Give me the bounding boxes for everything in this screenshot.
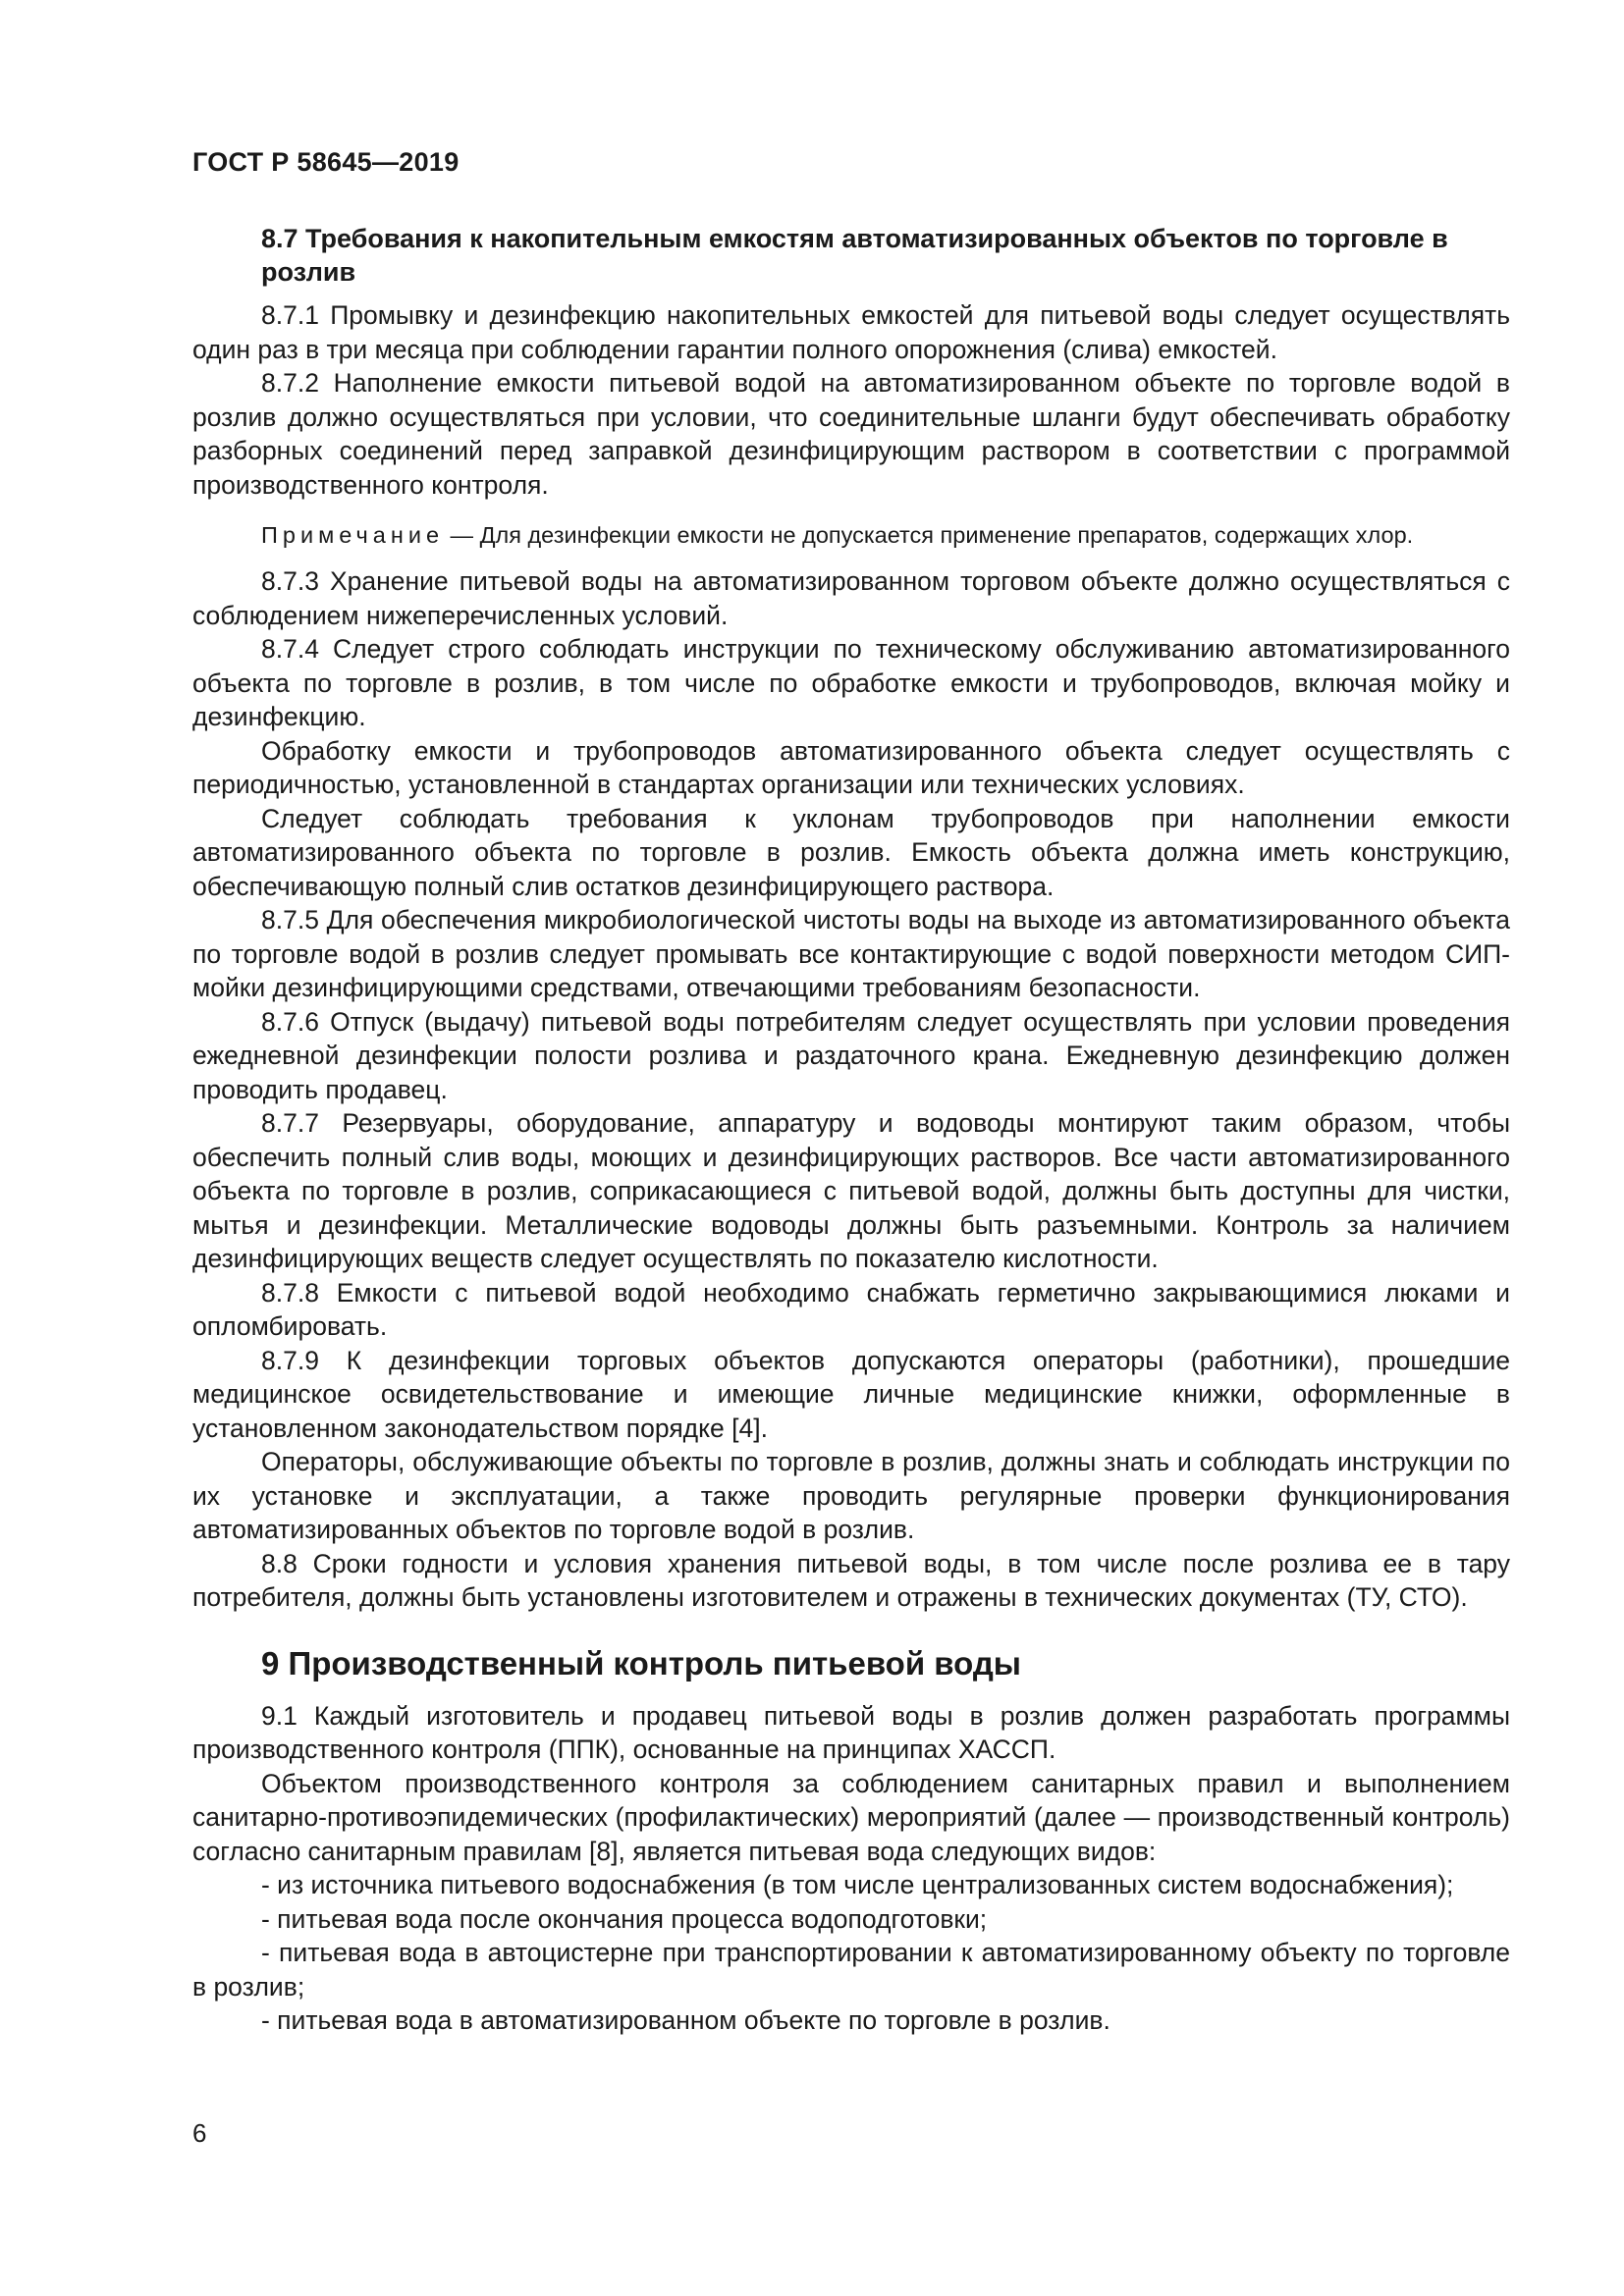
paragraph-8-7-4-processing: Обработку емкости и трубопроводов автоматизированного объекта следует осуществлять с периодичностью, установленной в стандартах организации или технических условиях. (192, 735, 1510, 799)
note-label: Примечание (261, 522, 445, 548)
paragraph-8-7-7: 8.7.7 Резервуары, оборудование, аппаратуру и водоводы монтируют таким образом, чтобы обеспечить полный слив воды, моющих и дезинфицирующих растворов. Все части автоматизированного объекта по торговле в розлив, соприкасающиеся с питьевой водой, должны быть доступны для чистки, мытья и дезинфекции. Металлические водоводы должны быть разъемными. Контроль за наличием дезинфицирующих веществ следует осуществлять по показателю кислотности. (192, 1108, 1510, 1273)
paragraph-8-7-9-operators: Операторы, обслуживающие объекты по торговле в розлив, должны знать и соблюдать инструкции по их установке и эксплуатации, а также проводить регулярные проверки функционирования автоматизированных объектов по торговле водой в розлив. (192, 1447, 1510, 1544)
note-text: — Для дезинфекции емкости не допускается применение препаратов, содержащих хлор. (444, 522, 1414, 548)
paragraph-9-1-object: Объектом производственного контроля за соблюдением санитарных правил и выполнением санитарно-противоэпидемических (профилактических) мероприятий (далее — производственный контроль) согласно санитарным правилам [8], является питьевая вода следующих видов: (192, 1768, 1510, 1866)
section-9-title: 9 Производственный контроль питьевой воды (261, 1644, 1021, 1682)
paragraph-8-7-9: 8.7.9 К дезинфекции торговых объектов допускаются операторы (работники), прошедшие медицинское освидетельствование и имеющие личные медицинские книжки, оформленные в установленном законодательством порядке [4]. (192, 1345, 1510, 1443)
section-8-7-title: 8.7 Требования к накопительным емкостям автоматизированных объектов по торговле в розлив (261, 224, 1448, 287)
paragraph-9-1: 9.1 Каждый изготовитель и продавец питьевой воды в розлив должен разработать программы производственного контроля (ППК), основанные на принципах ХАССП. (192, 1700, 1510, 1764)
list-item: - питьевая вода после окончания процесса водоподготовки; (261, 1903, 988, 1934)
list-item: - питьевая вода в автоцистерне при транспортировании к автоматизированному объекту по торговле в розлив; (192, 1938, 1510, 2002)
paragraph-8-7-3: 8.7.3 Хранение питьевой воды на автоматизированном торговом объекте должно осуществляться с соблюдением нижеперечисленных условий. (192, 566, 1510, 630)
page-content (192, 222, 1510, 2038)
list-item: - из источника питьевого водоснабжения (в том числе централизованных систем водоснабжения); (261, 1870, 1454, 1899)
paragraph-8-7-8: 8.7.8 Емкости с питьевой водой необходимо снабжать герметично закрывающимися люками и опломбировать. (192, 1277, 1510, 1341)
paragraph-8-7-4: 8.7.4 Следует строго соблюдать инструкции по техническому обслуживанию автоматизированного объекта по торговле в розлив, в том числе по обработке емкости и трубопроводов, включая мойку и дезинфекцию. (192, 634, 1510, 731)
page-number: 6 (192, 2118, 207, 2148)
paragraph-8-7-4-slopes: Следует соблюдать требования к уклонам трубопроводов при наполнении емкости автоматизированного объекта по торговле в розлив. Емкость объекта должна иметь конструкцию, обеспечивающую полный слив остатков дезинфицирующего раствора. (192, 803, 1510, 901)
paragraph-8-7-2: 8.7.2 Наполнение емкости питьевой водой на автоматизированном объекте по торговле водой в розлив должно осуществляться при условии, что соединительные шланги будут обеспечивать обработку разборных соединений перед заправкой дезинфицирующим раствором в соответствии с программой производственного контроля. (192, 368, 1510, 500)
document-code-header: ГОСТ Р 58645—2019 (192, 147, 460, 177)
list-item: - питьевая вода в автоматизированном объекте по торговле в розлив. (261, 2005, 1110, 2035)
paragraph-8-7-6: 8.7.6 Отпуск (выдачу) питьевой воды потребителям следует осуществлять при условии проведения ежедневной дезинфекции полости розлива и раздаточного крана. Ежедневную дезинфекцию должен проводить продавец. (192, 1006, 1510, 1104)
paragraph-8-7-5: 8.7.5 Для обеспечения микробиологической чистоты воды на выходе из автоматизированного объекта по торговле водой в розлив следует промывать все контактирующие с водой поверхности методом СИП-мойки дезинфицирующими средствами, отвечающими требованиям безопасности. (192, 905, 1510, 1002)
paragraph-8-8: 8.8 Сроки годности и условия хранения питьевой воды, в том числе после розлива ее в тару потребителя, должны быть установлены изготовителем и отражены в технических документах (ТУ, СТО). (192, 1548, 1510, 1612)
note-block (192, 519, 1510, 551)
paragraph-8-7-1: 8.7.1 Промывку и дезинфекцию накопительных емкостей для питьевой воды следует осуществлять один раз в три месяца при соблюдении гарантии полного опорожнения (слива) емкостей. (192, 300, 1510, 364)
